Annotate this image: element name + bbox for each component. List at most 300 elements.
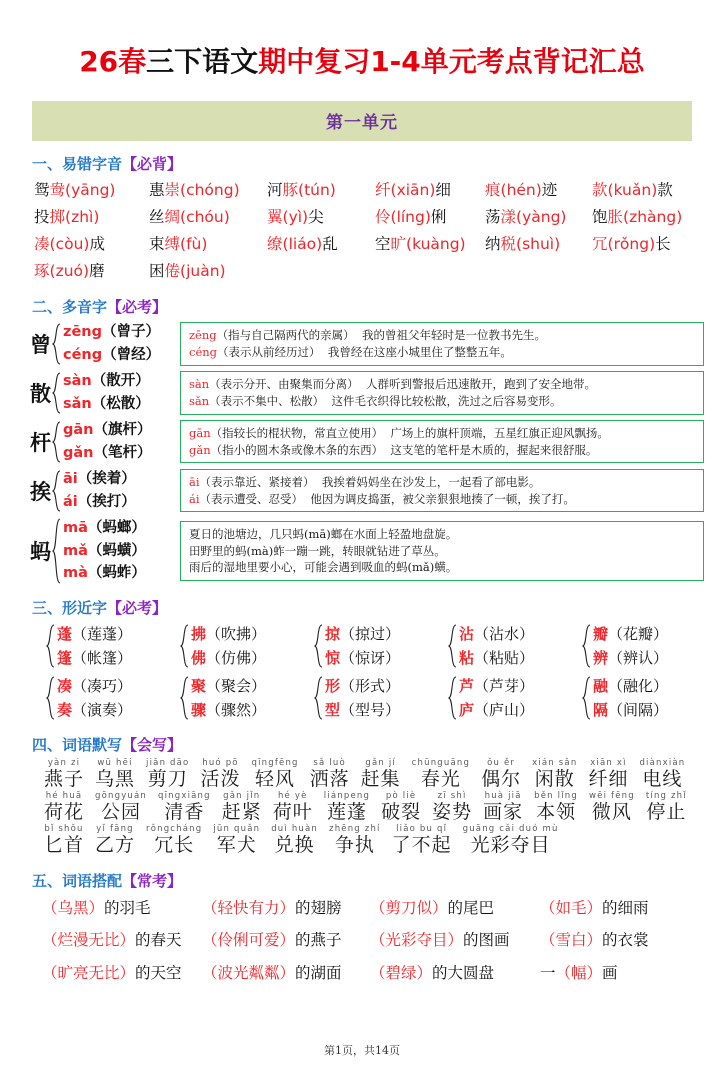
moxie-pinyin: liǎo bu qǐ	[396, 823, 448, 834]
xingjinzi-item	[593, 622, 668, 646]
reading-pinyin: gǎn	[63, 444, 94, 461]
curly-brace-icon	[582, 676, 591, 720]
curly-brace-icon	[52, 470, 61, 512]
xingjinzi-char: 聚	[191, 676, 207, 695]
dapei-item	[42, 927, 202, 953]
xingjinzi-char: 粘	[459, 648, 475, 667]
yicuozi-prefix: 丝	[149, 208, 165, 227]
section-heading-dapei	[32, 870, 704, 891]
moxie-word: 微风	[591, 801, 632, 824]
yicuozi-suffix: 磨	[89, 262, 105, 281]
moxie-item	[532, 759, 577, 792]
moxie-item	[361, 759, 401, 792]
dapei-modifier: （烂漫无比）	[42, 931, 136, 950]
moxie-pinyin: bǐ shǒu	[44, 823, 84, 834]
curly-brace-icon	[314, 676, 323, 720]
moxie-item	[646, 792, 687, 825]
moxie-pinyin: tíng zhǐ	[645, 790, 687, 801]
curly-brace-icon	[448, 624, 457, 668]
brace-icon	[46, 624, 55, 668]
moxie-item	[44, 759, 84, 792]
moxie-word: 军犬	[216, 834, 257, 857]
dapei-modifier: （雪白）	[540, 931, 603, 950]
yicuozi-item	[149, 259, 267, 284]
reading-pinyin: āi	[63, 471, 78, 488]
xingjinzi-word: （惊讶）	[340, 648, 401, 667]
moxie-pinyin: hé yè	[277, 790, 308, 801]
dapei-modifier: （波光粼粼）	[202, 963, 296, 982]
xingjinzi-char: 凑	[57, 676, 73, 695]
xingjinzi-item	[459, 698, 534, 722]
xingjinzi-pair	[180, 674, 314, 722]
yicuozi-item	[485, 178, 592, 203]
dapei-noun: 的尾巴	[447, 898, 495, 917]
xingjinzi-word: （帐篷）	[72, 648, 133, 667]
curly-brace-icon	[180, 676, 189, 720]
example-sentence: 这支笔的笔杆是木质的，握起来很舒服。	[383, 442, 598, 457]
duoyinzi-example-line	[189, 491, 696, 508]
xingjinzi-item	[593, 646, 668, 670]
yicuozi-char: 倦	[164, 262, 181, 281]
xingjinzi-word: （吹拂）	[206, 624, 267, 643]
document-page	[0, 44, 724, 1068]
moxie-item	[95, 759, 135, 792]
example-gloss: （表示遭受、忍受）	[199, 491, 304, 506]
example-gloss: （表示分开、由聚集而分离）	[209, 377, 359, 392]
moxie-pinyin: zhēng zhí	[329, 823, 381, 834]
dapei-item	[202, 960, 370, 986]
moxie-word: 乌黑	[95, 767, 136, 790]
duoyinzi-character: 杆	[30, 430, 51, 455]
dapei-item	[202, 895, 370, 921]
yicuozi-char: 缭	[267, 235, 283, 254]
xingjinzi-word: （间隔）	[608, 700, 669, 719]
yicuozi-pinyin: (tún)	[298, 181, 336, 199]
section-heading-moxie	[32, 734, 704, 755]
section-3-title: 三、形近字	[32, 598, 108, 617]
moxie-item	[432, 792, 472, 825]
dapei-item	[42, 960, 202, 986]
yicuozi-suffix: 长	[655, 235, 671, 254]
xingjinzi-item	[325, 698, 400, 722]
xingjinzi-item	[459, 622, 534, 646]
moxie-pinyin: hé huā	[45, 790, 83, 801]
moxie-pinyin: guāng cǎi duó mù	[462, 823, 559, 834]
dapei-item	[370, 927, 540, 953]
xingjinzi-item	[57, 674, 132, 698]
brace-icon	[448, 624, 457, 668]
xingjinzi-item	[325, 622, 400, 646]
yicuozi-prefix: 饱	[592, 208, 608, 227]
yicuozi-pinyin: (chóu)	[180, 208, 230, 227]
moxie-word: 剪刀	[147, 767, 188, 790]
xingjinzi-word: （形式）	[340, 676, 401, 695]
moxie-word: 争执	[334, 834, 375, 857]
brace-icon	[52, 470, 61, 512]
moxie-pinyin: rǒngcháng	[146, 823, 203, 834]
moxie-pinyin: pò liè	[385, 790, 417, 801]
duoyinzi-readings	[63, 419, 152, 464]
reading-word: （蚂螂）	[87, 520, 146, 537]
duoyinzi-example-line	[189, 543, 696, 560]
moxie-item	[329, 825, 381, 858]
yicuozi-suffix: 尖	[308, 208, 324, 227]
xingjinzi-pair	[448, 674, 582, 722]
reading-pinyin: ái	[63, 493, 78, 510]
dapei-modifier: （剪刀似）	[370, 898, 448, 917]
xingjinzi-char: 掠	[325, 624, 341, 643]
section-3-tag: 【必考】	[107, 598, 168, 617]
yicuozi-prefix: 困	[149, 262, 165, 281]
duoyinzi-example-line	[189, 425, 696, 442]
duoyinzi-left	[30, 468, 180, 513]
duoyinzi-row	[30, 468, 704, 513]
moxie-pinyin: wēi fēng	[588, 790, 635, 801]
example-sentence: 广场上的旗杆顶端，五星红旗正迎风飘扬。	[383, 426, 609, 441]
moxie-pinyin: wū hēi	[97, 757, 133, 768]
moxie-pinyin: xiān xì	[590, 757, 627, 768]
duoyinzi-example-line	[189, 559, 696, 576]
xingjinzi-char: 蓬	[57, 624, 73, 643]
reading-word: （曾经）	[102, 346, 161, 363]
section-5-title: 五、词语搭配	[32, 871, 123, 890]
brace-icon	[52, 372, 61, 414]
yicuozi-grid	[34, 178, 704, 284]
xingjinzi-char: 惊	[325, 648, 341, 667]
yicuozi-item	[267, 178, 375, 203]
brace-icon	[582, 624, 591, 668]
duoyinzi-reading	[63, 468, 136, 490]
reading-word: （蚂蚱）	[87, 565, 146, 582]
example-gloss: （指小的圆木条或像木条的东西）	[210, 442, 384, 457]
duoyinzi-reading	[63, 540, 146, 562]
duoyinzi-readings	[63, 321, 160, 366]
example-sentence: 夏日的池塘边，几只蚂(mā)螂在水面上轻盈地盘旋。	[189, 526, 458, 541]
moxie-item	[273, 792, 313, 825]
moxie-item	[146, 759, 189, 792]
yicuozi-char: 伶	[375, 208, 391, 227]
xingjinzi-pair	[582, 622, 716, 670]
reading-word: （旗杆）	[93, 422, 152, 439]
xingjinzi-item	[191, 698, 266, 722]
curly-brace-icon	[314, 624, 323, 668]
yicuozi-item	[592, 205, 702, 230]
moxie-word: 画家	[483, 801, 524, 824]
xingjinzi-item	[191, 622, 266, 646]
moxie-item	[95, 825, 135, 858]
xingjinzi-item	[191, 646, 266, 670]
brace-icon	[180, 676, 189, 720]
reading-word: （散开）	[91, 373, 150, 390]
duoyinzi-example-line	[189, 442, 696, 459]
xingjinzi-item	[325, 674, 400, 698]
yicuozi-item	[34, 205, 149, 230]
dapei-item	[370, 895, 540, 921]
xingjinzi-char: 形	[325, 676, 341, 695]
dapei-modifier: （碧绿）	[370, 963, 433, 982]
xingjinzi-item	[459, 646, 534, 670]
yicuozi-item	[375, 259, 485, 284]
moxie-pinyin: chūnguāng	[411, 757, 471, 768]
yicuozi-item	[34, 178, 149, 203]
example-gloss: （表示靠近、紧接着）	[199, 475, 315, 490]
dapei-prefix: 一	[540, 963, 556, 982]
moxie-word: 莲蓬	[326, 801, 367, 824]
xingjinzi-pair	[314, 674, 448, 722]
brace-icon	[52, 421, 61, 463]
duoyinzi-list	[20, 321, 704, 584]
example-pinyin: céng	[189, 344, 218, 359]
xingjinzi-item	[325, 646, 400, 670]
reading-pinyin: mǎ	[63, 542, 88, 559]
xingjinzi-char: 佛	[191, 648, 207, 667]
xingjinzi-char: 芦	[459, 676, 475, 695]
yicuozi-char: 旷	[390, 235, 407, 254]
yicuozi-item	[592, 178, 702, 203]
yicuozi-prefix: 荡	[485, 208, 501, 227]
moxie-item	[271, 825, 318, 858]
moxie-word: 春光	[420, 767, 461, 790]
moxie-pinyin: yǐ fāng	[96, 823, 134, 834]
example-gloss: （表示不集中、松散）	[209, 393, 325, 408]
yicuozi-item	[267, 259, 375, 284]
example-sentence: 这件毛衣织得比较松散，洗过之后容易变形。	[324, 393, 562, 408]
duoyinzi-left	[30, 370, 180, 415]
yicuozi-char: 掷	[49, 208, 66, 227]
moxie-pinyin: yàn zi	[47, 757, 81, 768]
moxie-item	[412, 759, 470, 792]
xingjinzi-word: （庐山）	[474, 700, 535, 719]
yicuozi-char: 漾	[500, 208, 517, 227]
moxie-item	[381, 792, 421, 825]
xingjinzi-word: （掠过）	[340, 624, 401, 643]
reading-word: （蚂蟥）	[87, 542, 146, 559]
yicuozi-char: 凑	[34, 235, 50, 254]
moxie-word: 破裂	[381, 801, 422, 824]
xingjinzi-words	[57, 674, 132, 722]
yicuozi-pinyin: (còu)	[49, 235, 90, 254]
yicuozi-char: 款	[592, 181, 608, 199]
duoyinzi-example-box	[180, 469, 704, 512]
xingjinzi-item	[593, 674, 668, 698]
duoyinzi-readings	[63, 370, 150, 415]
moxie-item	[463, 825, 559, 858]
xingjinzi-words	[593, 674, 668, 722]
yicuozi-char: 纤	[375, 181, 391, 199]
dapei-noun: 的细雨	[602, 898, 649, 917]
curly-brace-icon	[52, 421, 61, 463]
yicuozi-item	[485, 205, 592, 230]
xingjinzi-words	[459, 622, 534, 670]
yicuozi-pinyin: (shuì)	[516, 235, 561, 254]
duoyinzi-example-line	[189, 327, 696, 344]
yicuozi-item	[149, 205, 267, 230]
dapei-item	[370, 960, 540, 986]
duoyinzi-row	[30, 517, 704, 584]
yicuozi-pinyin: (fù)	[180, 235, 208, 254]
xingjinzi-word: （聚会）	[206, 676, 267, 695]
duoyinzi-row	[30, 370, 704, 415]
duoyinzi-character: 挨	[30, 479, 51, 504]
moxie-item	[481, 759, 521, 792]
duoyinzi-character: 曾	[30, 332, 51, 357]
moxie-word: 光彩夺目	[470, 834, 551, 857]
duoyinzi-character: 散	[30, 381, 51, 406]
moxie-word: 偶尔	[481, 767, 522, 790]
moxie-word: 赶集	[360, 767, 401, 790]
yicuozi-pinyin: (yì)	[282, 208, 309, 227]
xingjinzi-char: 辨	[593, 648, 609, 667]
moxie-row	[44, 759, 704, 792]
duoyinzi-reading	[63, 393, 150, 415]
dapei-modifier: （轻快有力）	[202, 898, 296, 917]
duoyinzi-left	[30, 419, 180, 464]
moxie-pinyin: liánpeng	[323, 790, 371, 801]
dapei-item	[540, 927, 710, 953]
moxie-word: 公园	[101, 801, 142, 824]
yicuozi-prefix: 空	[375, 235, 391, 254]
title-part-3: 期中复习1-4单元考点背记汇总	[258, 45, 645, 78]
yicuozi-suffix: 成	[89, 235, 105, 254]
duoyinzi-character: 蚂	[30, 539, 51, 564]
section-4-tag: 【会写】	[122, 735, 183, 754]
duoyinzi-example-line	[189, 344, 696, 361]
duoyinzi-reading	[63, 562, 146, 584]
xingjinzi-words	[593, 622, 668, 670]
yicuozi-item	[592, 259, 702, 284]
moxie-word: 姿势	[432, 801, 473, 824]
moxie-word: 轻风	[255, 767, 296, 790]
yicuozi-prefix: 纳	[485, 235, 501, 254]
xingjinzi-word: （沾水）	[474, 624, 535, 643]
moxie-row	[44, 792, 704, 825]
section-4-title: 四、词语默写	[32, 735, 123, 754]
xingjinzi-word: （辨认）	[608, 648, 669, 667]
xingjinzi-word: （仿佛）	[206, 648, 267, 667]
moxie-word: 荷花	[44, 801, 85, 824]
reading-word: （挨着）	[77, 471, 136, 488]
yicuozi-item	[149, 178, 267, 203]
moxie-pinyin: diànxiàn	[639, 757, 686, 768]
moxie-word: 了不起	[391, 834, 452, 857]
yicuozi-pinyin: (xiān)	[390, 181, 436, 199]
moxie-item	[483, 792, 523, 825]
yicuozi-item	[34, 232, 149, 257]
yicuozi-pinyin: (juàn)	[180, 262, 226, 281]
duoyinzi-example-box	[180, 371, 704, 414]
duoyinzi-readings	[63, 468, 136, 513]
example-sentence: 雨后的湿地里要小心，可能会遇到吸血的蚂(mǎ)蟥。	[189, 560, 458, 575]
dapei-noun: 的春天	[135, 931, 182, 950]
xingjinzi-pair	[582, 674, 716, 722]
reading-pinyin: sàn	[63, 373, 92, 390]
dapei-noun: 画	[602, 963, 618, 982]
dapei-modifier: （伶俐可爱）	[202, 931, 296, 950]
xingjinzi-word: （粘贴）	[474, 648, 535, 667]
curly-brace-icon	[180, 624, 189, 668]
example-sentence: 田野里的蚂(mà)蚱一蹦一跳，转眼就钻进了草丛。	[189, 543, 446, 558]
brace-icon	[314, 676, 323, 720]
dapei-modifier: （如毛）	[540, 898, 603, 917]
reading-pinyin: sǎn	[63, 395, 92, 412]
reading-word: （笔杆）	[93, 444, 152, 461]
example-sentence: 我的曾祖父年轻时是一位教书先生。	[354, 328, 546, 343]
yicuozi-item	[267, 205, 375, 230]
moxie-row	[44, 825, 704, 858]
moxie-word: 兑换	[274, 834, 315, 857]
xingjinzi-word: （花瓣）	[608, 624, 669, 643]
yicuozi-char: 缚	[164, 235, 181, 254]
yicuozi-prefix: 投	[34, 208, 50, 227]
yicuozi-item	[267, 232, 375, 257]
dapei-item	[202, 927, 370, 953]
duoyinzi-reading	[63, 419, 152, 441]
moxie-item	[639, 759, 685, 792]
moxie-word: 洒落	[309, 767, 350, 790]
moxie-word: 闲散	[534, 767, 575, 790]
moxie-pinyin: gǎn jǐn	[223, 790, 261, 801]
duoyinzi-reading	[63, 442, 152, 464]
duoyinzi-row	[30, 321, 704, 366]
reading-word: （松散）	[91, 395, 150, 412]
yicuozi-suffix: 乱	[322, 235, 338, 254]
example-gloss: （表示从前经历过）	[217, 344, 321, 359]
page-title	[20, 44, 704, 79]
xingjinzi-words	[459, 674, 534, 722]
yicuozi-item	[592, 232, 702, 257]
duoyinzi-reading	[63, 370, 150, 392]
duoyinzi-readings	[63, 517, 146, 584]
section-1-title: 一、易错字音	[32, 155, 123, 173]
yicuozi-pinyin: (líng)	[390, 208, 431, 227]
dapei-noun: 的湖面	[295, 963, 342, 982]
unit-banner: 第一单元	[32, 101, 692, 141]
yicuozi-pinyin: (hén)	[500, 181, 542, 199]
title-part-2: 三下语文	[146, 45, 259, 78]
curly-brace-icon	[52, 372, 61, 414]
moxie-word: 停止	[646, 801, 687, 824]
yicuozi-char: 痕	[485, 181, 501, 199]
example-pinyin: sàn	[189, 377, 210, 392]
duoyinzi-reading	[63, 344, 160, 366]
dapei-noun: 的大圆盘	[432, 963, 495, 982]
xingjinzi-word: （骤然）	[206, 700, 267, 719]
moxie-pinyin: jūn quǎn	[213, 823, 261, 834]
dapei-grid	[42, 895, 704, 986]
title-part-1: 26春	[79, 45, 147, 78]
dapei-modifier: （光彩夺目）	[370, 931, 464, 950]
moxie-word: 赶紧	[221, 801, 262, 824]
moxie-pinyin: xián sǎn	[532, 757, 578, 768]
xingjinzi-item	[593, 698, 668, 722]
yicuozi-suffix: 俐	[430, 208, 447, 227]
yicuozi-char: 冗	[592, 235, 608, 254]
dapei-noun: 的天空	[135, 963, 182, 982]
brace-icon	[180, 624, 189, 668]
yicuozi-char: 琢	[34, 262, 50, 281]
yicuozi-item	[375, 178, 485, 203]
moxie-item	[222, 792, 262, 825]
moxie-item	[44, 792, 84, 825]
yicuozi-pinyin: (kuǎn)	[607, 181, 658, 199]
yicuozi-pinyin: (zhì)	[65, 208, 100, 227]
moxie-item	[588, 759, 628, 792]
dapei-modifier: （乌黑）	[42, 898, 105, 917]
example-sentence: 人群听到警报后迅速散开，跑到了安全地带。	[358, 377, 596, 392]
xingjinzi-words	[325, 674, 400, 722]
yicuozi-item	[34, 259, 149, 284]
xingjinzi-item	[191, 674, 266, 698]
